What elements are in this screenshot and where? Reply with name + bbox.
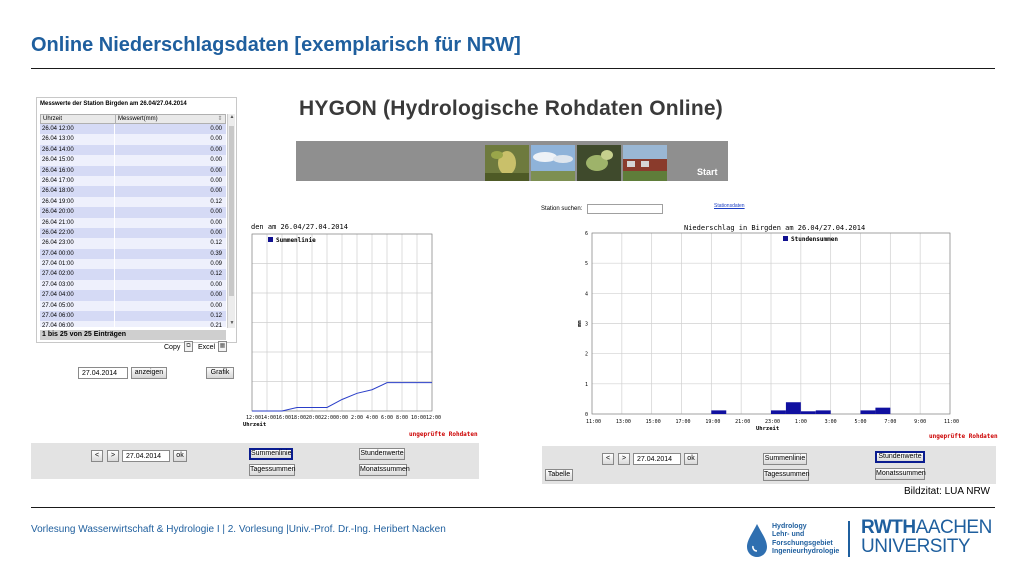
excel-icon[interactable]: ▦	[218, 341, 227, 352]
copy-icon[interactable]: ⧉	[184, 341, 193, 352]
x-tick-label: 23:00	[765, 419, 781, 425]
cell-value: 0.39	[210, 250, 222, 257]
image-citation: Bildzitat: LUA NRW	[904, 486, 990, 497]
cell-time: 27.04 01:00	[40, 259, 115, 269]
unchecked-data-label: ungeprüfte Rohdaten	[409, 431, 478, 438]
x-tick-label: 21:00	[735, 419, 751, 425]
table-row[interactable]	[40, 218, 226, 228]
x-tick-label: 14:00	[261, 415, 277, 421]
cell-value: 0.12	[210, 240, 222, 247]
slide-title: Online Niederschlagsdaten [exemplarisch für NRW]	[31, 34, 521, 56]
legend-label: Stundensummen	[791, 236, 838, 243]
table-row[interactable]	[40, 259, 226, 269]
hygon-title: HYGON (Hydrologische Rohdaten Online)	[299, 97, 723, 120]
x-tick-label: 7:00	[884, 419, 897, 425]
table-row[interactable]	[40, 269, 226, 279]
plot-frame	[592, 233, 950, 414]
precipitation-bar	[875, 408, 890, 414]
x-tick-label: 16:00	[276, 415, 292, 421]
cell-time: 26.04 18:00	[40, 186, 115, 196]
y-tick-label: 6	[585, 231, 589, 237]
table-row[interactable]	[40, 197, 226, 207]
table-row[interactable]	[40, 145, 226, 155]
x-tick-label: 0:00	[336, 415, 349, 421]
cell-value: 0.00	[210, 177, 222, 184]
table-row[interactable]	[40, 280, 226, 290]
table-row[interactable]	[40, 321, 226, 327]
table-body	[40, 124, 226, 327]
table-row[interactable]	[40, 155, 226, 165]
nature-photo-thumbnail	[485, 145, 529, 181]
cell-time: 26.04 20:00	[40, 207, 115, 217]
precipitation-bar	[771, 410, 786, 414]
cell-value: 0.00	[210, 157, 222, 164]
cell-value: 0.00	[210, 136, 222, 143]
y-tick-label: 3	[585, 321, 589, 328]
rwth-aachen-logo: RWTHAACHEN UNIVERSITY	[861, 517, 992, 557]
cell-value: 0.00	[210, 146, 222, 153]
precipitation-bar	[801, 411, 816, 414]
x-tick-label: 5:00	[854, 419, 867, 425]
cell-time: 27.04 06:00	[40, 311, 115, 321]
cell-time: 27.04 05:00	[40, 301, 115, 311]
column-header-time[interactable]: Uhrzeit	[41, 115, 116, 123]
sky-field-photo-thumbnail	[531, 145, 575, 181]
x-tick-label: 11:00	[944, 419, 960, 425]
x-axis-label: Uhrzeit	[756, 426, 780, 432]
y-tick-label: 0	[585, 412, 589, 418]
table-row[interactable]	[40, 238, 226, 248]
prev-day-button[interactable]: <	[91, 450, 103, 462]
start-link[interactable]: Start	[697, 167, 718, 177]
right-prev-day-button[interactable]: <	[602, 453, 614, 465]
station-data-link[interactable]: Stationsdaten	[714, 203, 745, 209]
footer-text: Vorlesung Wasserwirtschaft & Hydrologie I | 2. Vorlesung |Univ.-Prof. Dr.-Ing. Heribert Nacken	[31, 524, 446, 535]
graph-button[interactable]: Grafik	[206, 367, 234, 379]
cumulative-chart-panel	[243, 218, 479, 446]
x-tick-label: 10:00	[411, 415, 427, 421]
x-tick-label: 19:00	[705, 419, 721, 425]
show-button[interactable]: anzeigen	[131, 367, 167, 379]
table-row[interactable]	[40, 311, 226, 321]
x-tick-label: 1:00	[794, 419, 807, 425]
x-tick-label: 4:00	[366, 415, 379, 421]
cell-time: 26.04 14:00	[40, 145, 115, 155]
x-tick-label: 11:00	[586, 419, 602, 425]
x-tick-label: 6:00	[381, 415, 394, 421]
cell-value: 0.12	[210, 198, 222, 205]
cell-value: 0.21	[210, 323, 222, 327]
building-photo-thumbnail	[623, 145, 667, 181]
cell-value: 0.00	[210, 281, 222, 288]
x-tick-label: 9:00	[914, 419, 927, 425]
right-monthly-sums-button[interactable]: Monatssummen	[875, 468, 925, 480]
table-header	[40, 114, 226, 124]
y-tick-label: 4	[585, 291, 589, 298]
x-tick-label: 12:00	[426, 415, 442, 421]
cell-time: 26.04 16:00	[40, 166, 115, 176]
sort-icon[interactable]: ⇕	[217, 116, 223, 122]
cumulative-chart-title: den am 26.04/27.04.2014	[251, 223, 348, 231]
x-tick-label: 22:00	[321, 415, 337, 421]
cell-time: 27.04 02:00	[40, 269, 115, 279]
cell-time: 27.04 04:00	[40, 290, 115, 300]
table-caption: Messwerte der Station Birgden am 26.04/27.04.2014	[40, 101, 187, 107]
y-tick-label: 1	[585, 381, 589, 388]
excel-button[interactable]: Excel	[198, 344, 216, 351]
title-rule	[31, 68, 995, 69]
right-daily-sums-button[interactable]: Tagessummen	[763, 469, 809, 481]
hygon-banner	[296, 141, 728, 181]
right-hourly-values-button[interactable]: Stundenwerte	[875, 451, 925, 463]
x-tick-label: 12:00	[246, 415, 262, 421]
precipitation-bar	[861, 410, 876, 414]
table-footer: 1 bis 25 von 25 Einträgen	[40, 330, 226, 340]
legend-label: Summenlinie	[276, 237, 316, 244]
cell-value: 0.00	[210, 219, 222, 226]
right-navigation-bar	[542, 446, 996, 484]
x-tick-label: 13:00	[615, 419, 631, 425]
table-row[interactable]	[40, 176, 226, 186]
cell-time: 27.04 06:00	[40, 321, 115, 327]
date-input[interactable]: 27.04.2014	[78, 367, 128, 379]
cell-value: 0.00	[210, 292, 222, 299]
table-row[interactable]	[40, 228, 226, 238]
scroll-down-icon[interactable]: ▼	[229, 320, 235, 326]
cell-time: 26.04 23:00	[40, 238, 115, 248]
table-row[interactable]	[40, 134, 226, 144]
y-axis-label: mm	[577, 320, 583, 327]
y-tick-label: 5	[585, 261, 589, 268]
table-row[interactable]	[40, 301, 226, 311]
hydrology-logo-text: Hydrology Lehr- und Forschungsgebiet Ingenieurhydrologie	[772, 523, 840, 555]
hourly-values-button[interactable]: Stundenwerte	[359, 448, 405, 460]
plant-photo-thumbnail	[577, 145, 621, 181]
cumulative-chart	[243, 218, 479, 446]
table-view-button[interactable]: Tabelle	[545, 469, 573, 481]
legend-swatch	[783, 236, 788, 241]
table-row[interactable]	[40, 207, 226, 217]
copy-button[interactable]: Copy	[164, 344, 181, 351]
cell-value: 0.00	[210, 302, 222, 309]
table-row[interactable]	[40, 166, 226, 176]
cell-time: 27.04 03:00	[40, 280, 115, 290]
right-ok-button[interactable]: ok	[684, 453, 698, 465]
water-drop-icon	[744, 522, 770, 558]
y-tick-label: 2	[585, 351, 589, 358]
cell-value: 0.00	[210, 209, 222, 216]
cell-value: 0.00	[210, 188, 222, 195]
cell-time: 26.04 12:00	[40, 124, 115, 134]
x-tick-label: 2:00	[351, 415, 364, 421]
x-tick-label: 15:00	[645, 419, 661, 425]
cell-time: 26.04 15:00	[40, 155, 115, 165]
footer-rule	[31, 507, 995, 508]
table-row[interactable]	[40, 290, 226, 300]
x-tick-label: 17:00	[675, 419, 691, 425]
right-unchecked-data-label: ungeprüfte Rohdaten	[929, 433, 998, 440]
precipitation-bar	[816, 410, 831, 414]
x-tick-label: 18:00	[291, 415, 307, 421]
table-row[interactable]	[40, 124, 226, 134]
right-next-day-button[interactable]: >	[618, 453, 630, 465]
column-header-value[interactable]: Messwert(mm)	[118, 116, 158, 122]
scrollbar-thumb[interactable]	[229, 126, 234, 296]
x-axis-label: Uhrzeit	[243, 422, 267, 428]
station-search-label: Station suchen:	[541, 206, 583, 212]
cell-time: 26.04 17:00	[40, 176, 115, 186]
cell-time: 27.04 00:00	[40, 249, 115, 259]
sum-line-button[interactable]: Summenlinie	[249, 448, 293, 460]
daily-sums-button[interactable]: Tagessummen	[249, 464, 295, 476]
ok-button[interactable]: ok	[173, 450, 187, 462]
cell-value: 0.12	[210, 313, 222, 320]
cell-value: 0.09	[210, 261, 222, 268]
precipitation-chart-title: Niederschlag in Birgden am 26.04/27.04.2014	[684, 224, 866, 232]
x-tick-label: 20:00	[306, 415, 322, 421]
monthly-sums-button[interactable]: Monatssummen	[359, 464, 407, 476]
precipitation-bar	[786, 402, 801, 414]
cell-time: 26.04 19:00	[40, 197, 115, 207]
next-day-button[interactable]: >	[107, 450, 119, 462]
left-navigation-bar	[31, 443, 479, 479]
values-table-panel	[36, 97, 237, 343]
table-row[interactable]	[40, 249, 226, 259]
cell-time: 26.04 22:00	[40, 228, 115, 238]
scroll-up-icon[interactable]: ▲	[229, 114, 235, 120]
station-search-input[interactable]	[587, 204, 663, 214]
nav-date-input[interactable]: 27.04.2014	[122, 450, 170, 462]
table-row[interactable]	[40, 186, 226, 196]
cell-value: 0.00	[210, 126, 222, 132]
right-nav-date-input[interactable]: 27.04.2014	[633, 453, 681, 465]
cell-time: 26.04 13:00	[40, 134, 115, 144]
cell-value: 0.00	[210, 167, 222, 174]
cell-time: 26.04 21:00	[40, 218, 115, 228]
x-tick-label: 3:00	[824, 419, 837, 425]
precipitation-bar	[711, 410, 726, 414]
cell-value: 0.12	[210, 271, 222, 278]
logo-separator	[848, 521, 850, 557]
right-sum-line-button[interactable]: Summenlinie	[763, 453, 807, 465]
x-tick-label: 8:00	[396, 415, 409, 421]
legend-swatch	[268, 237, 273, 242]
table-scrollbar[interactable]	[227, 114, 235, 328]
cell-value: 0.00	[210, 229, 222, 236]
